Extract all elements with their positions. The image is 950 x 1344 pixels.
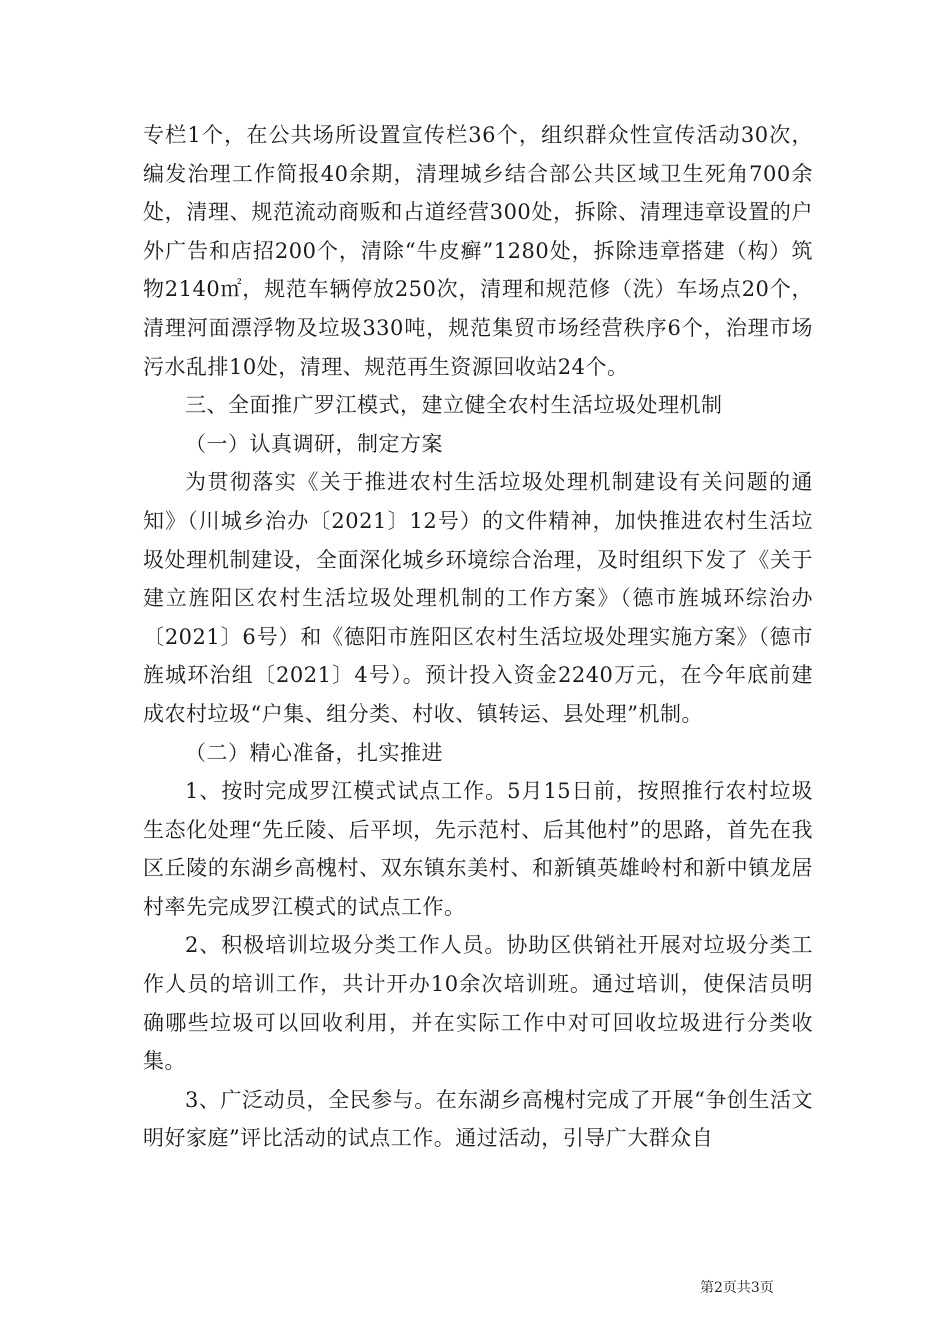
subsection-heading-one: （一）认真调研，制定方案 [185, 431, 443, 456]
paragraph-item-3: 3、广泛动员，全民参与。在东湖乡高槐村完成了开展“争创生活文明好家庭”评比活动的试点工作。通过活动，引导广大群众自 [143, 1087, 813, 1151]
page-number-footer: 第2页共3页 [700, 1280, 774, 1296]
subsection-heading-two: （二）精心准备，扎实推进 [185, 740, 443, 765]
paragraph-statistics: 专栏1个，在公共场所设置宣传栏36个，组织群众性宣传活动30次，编发治理工作简报40余期，清理城乡结合部公共区域卫生死角700余处，清理、规范流动商贩和占道经营300处，拆除、清理违章设置的户外广告和店招200个，清除“牛皮癣”1280处，拆除违章搭建（构）筑物2140㎡，规范车辆停放250次，清理和规范修（洗）车场点20个，清理河面漂浮物及垃圾330吨，规范集贸市场经营秩序6个，治理市场污水乱排10处，清理、规范再生资源回收站24个。 [143, 123, 813, 379]
paragraph-plan: 为贯彻落实《关于推进农村生活垃圾处理机制建设有关问题的通知》（川城乡治办〔2021〕12号）的文件精神，加快推进农村生活垃圾处理机制建设，全面深化城乡环境综合治理，及时组织下发了《关于建立旌阳区农村生活垃圾处理机制的工作方案》（德市旌城环综治办〔2021〕6号）和《德阳市旌阳区农村生活垃圾处理实施方案》（德市旌城环治组〔2021〕4号）。预计投入资金2240万元，在今年底前建成农村垃圾“户集、组分类、村收、镇转运、县处理”机制。 [143, 470, 813, 726]
paragraph-item-2: 2、积极培训垃圾分类工作人员。协助区供销社开展对垃圾分类工作人员的培训工作，共计开办10余次培训班。通过培训，使保洁员明确哪些垃圾可以回收利用，并在实际工作中对可回收垃圾进行分类收集。 [143, 933, 813, 1074]
document-body [143, 116, 813, 1158]
paragraph-item-1: 1、按时完成罗江模式试点工作。5月15日前，按照推行农村垃圾生态化处理“先丘陵、后平坝，先示范村、后其他村”的思路，首先在我区丘陵的东湖乡高槐村、双东镇东美村、和新镇英雄岭村和新中镇龙居村率先完成罗江模式的试点工作。 [143, 779, 813, 919]
section-heading-three: 三、全面推广罗江模式，建立健全农村生活垃圾处理机制 [185, 393, 723, 418]
